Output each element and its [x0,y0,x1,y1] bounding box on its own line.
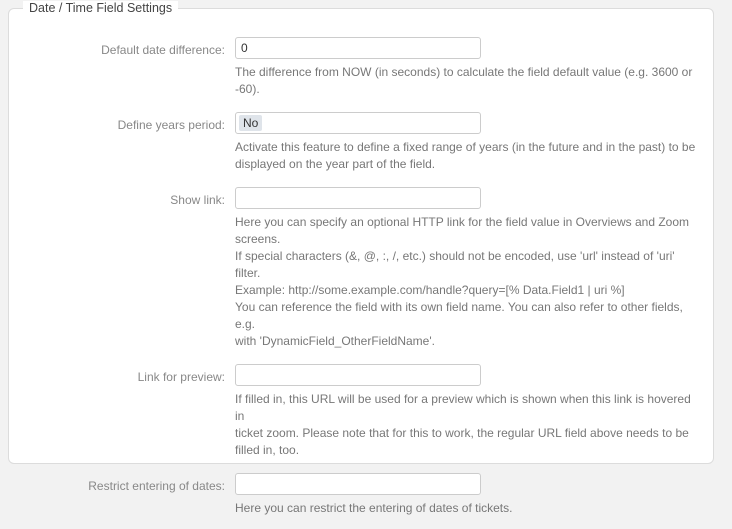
link-for-preview-input[interactable] [235,364,481,386]
help-line: filled in, too. [235,443,300,457]
help-line: Here you can specify an optional HTTP link for the field value in Overviews and Zoom [235,215,689,229]
label-define-years-period: Define years period: [117,118,225,132]
form-row-define-years-period [9,112,713,185]
help-line: Activate this feature to define a fixed range of years (in the future and in the past) to be [235,140,696,154]
default-date-difference-input[interactable] [235,37,481,59]
help-line: screens. [235,232,281,246]
help-line: -60). [235,82,260,96]
form-row-show-link [9,187,713,362]
form-row-restrict-entering-of-dates [9,473,713,529]
help-line: You can reference the field with its own field name. You can also refer to other fields, e.g. [235,300,683,331]
settings-form [9,9,713,529]
form-row-link-for-preview [9,364,713,471]
define-years-period-select[interactable] [235,112,481,134]
help-line: ticket zoom. Please note that for this to work, the regular URL field above needs to be [235,426,689,440]
help-line: If special characters (&, @, :, /, etc.) should not be encoded, use 'url' instead of 'uri' filter. [235,249,675,280]
help-line: displayed on the year part of the field. [235,157,436,171]
date-time-field-settings-panel [8,1,714,515]
help-line: with 'DynamicField_OtherFieldName'. [235,334,435,348]
form-row-default-date-difference [9,37,713,110]
panel-legend: Date / Time Field Settings [23,1,178,15]
help-line: Example: http://some.example.com/handle?query=[% Data.Field1 | uri %] [235,283,625,297]
help-show-link [235,214,699,350]
help-restrict-entering-of-dates [235,500,699,517]
help-line: If filled in, this URL will be used for a preview which is shown when this link is hovered in [235,392,691,423]
restrict-entering-of-dates-input[interactable] [235,473,481,495]
help-define-years-period [235,139,699,173]
help-default-date-difference [235,64,699,98]
help-line: Here you can restrict the entering of dates of tickets. [235,501,513,515]
label-show-link: Show link: [170,193,225,207]
show-link-input[interactable] [235,187,481,209]
help-link-for-preview [235,391,699,459]
label-link-for-preview: Link for preview: [137,370,225,384]
label-default-date-difference: Default date difference: [101,43,225,57]
help-line: The difference from NOW (in seconds) to calculate the field default value (e.g. 3600 or [235,65,693,79]
label-restrict-entering-of-dates: Restrict entering of dates: [88,479,225,493]
define-years-period-selected-value: No [239,115,262,131]
